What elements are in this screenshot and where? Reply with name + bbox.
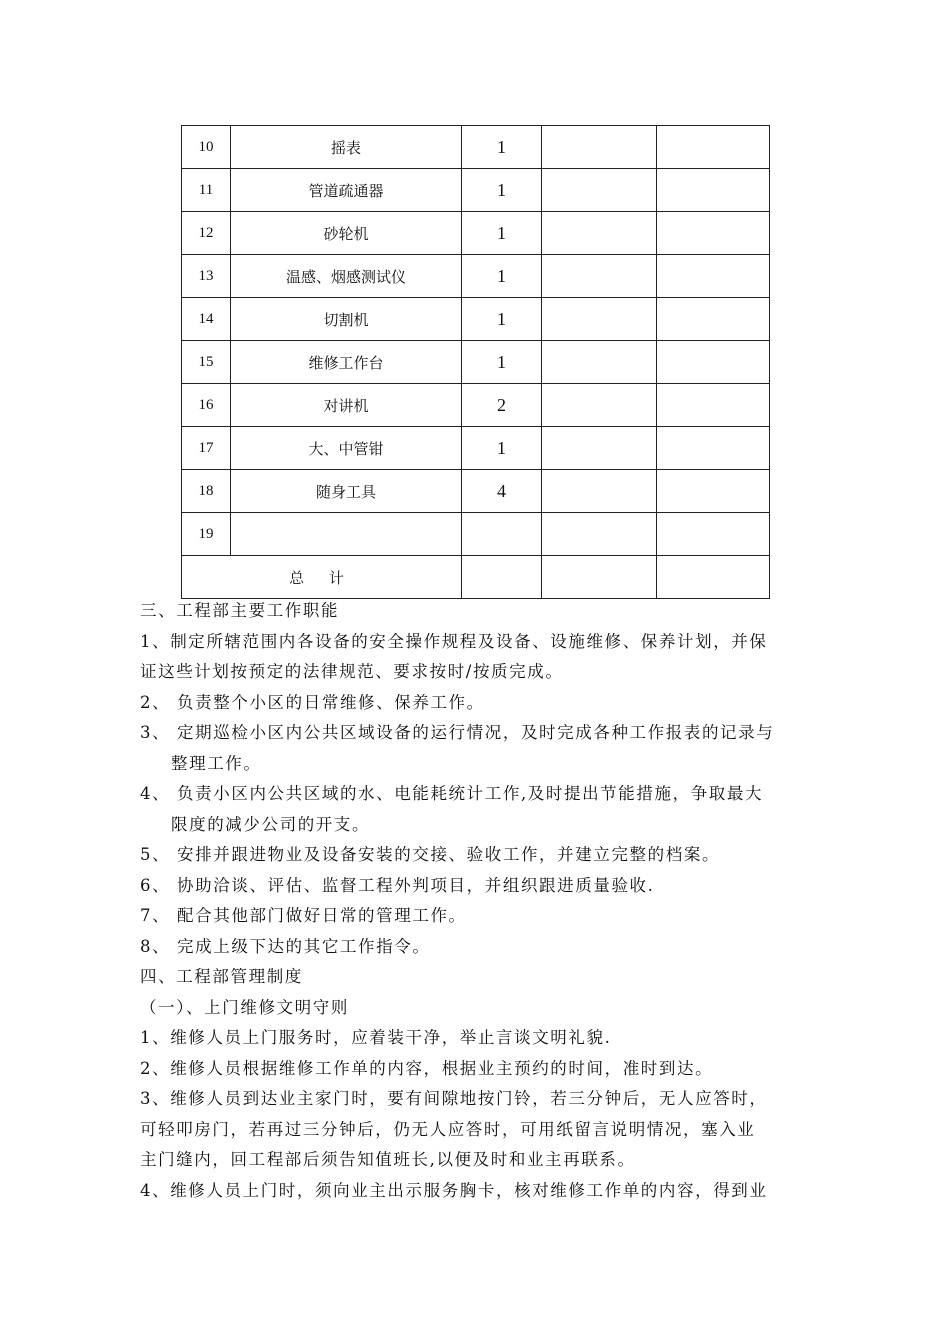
empty-cell [542, 126, 657, 169]
text-line: 6、 协助洽谈、评估、监督工程外判项目，并组织跟进质量验收. [140, 875, 655, 895]
table-row [182, 255, 770, 298]
text-line: 4、维修人员上门时，须向业主出示服务胸卡，核对维修工作单的内容，得到业 [140, 1180, 768, 1200]
row-number-cell: 15 [182, 341, 231, 384]
text-line: 2、维修人员根据维修工作单的内容，根据业主预约的时间，准时到达。 [140, 1058, 714, 1078]
table-row [182, 384, 770, 427]
empty-cell [542, 427, 657, 470]
table-row [182, 341, 770, 384]
empty-cell [542, 255, 657, 298]
quantity-cell: 1 [462, 427, 542, 470]
empty-cell [542, 513, 657, 556]
quantity-cell: 1 [462, 169, 542, 212]
quantity-cell: 1 [462, 341, 542, 384]
empty-cell [657, 427, 770, 470]
empty-cell [542, 470, 657, 513]
text-line: 8、 完成上级下达的其它工作指令。 [140, 936, 431, 956]
item-name-cell: 维修工作台 [231, 341, 462, 384]
text-line: 3、维修人员到达业主家门时，要有间隙地按门铃，若三分钟后，无人应答时， [140, 1089, 768, 1108]
row-number-cell: 14 [182, 298, 231, 341]
item-name-cell: 随身工具 [231, 470, 462, 513]
text-line: 四、工程部管理制度 [140, 967, 303, 986]
text-line: 1、维修人员上门服务时，应着装干净，举止言谈文明礼貌. [140, 1028, 612, 1047]
empty-cell [657, 513, 770, 556]
item-name-cell [231, 513, 462, 556]
table-row [182, 126, 770, 169]
empty-cell [657, 341, 770, 384]
body-text [140, 596, 820, 1206]
row-number-cell: 10 [182, 126, 231, 169]
empty-cell [542, 341, 657, 384]
quantity-cell: 1 [462, 298, 542, 341]
empty-cell [462, 556, 542, 599]
row-number-cell: 12 [182, 212, 231, 255]
item-name-cell: 温感、烟感测试仪 [231, 255, 462, 298]
text-line: 可轻叩房门，若再过三分钟后，仍无人应答时，可用纸留言说明情况，塞入业 [140, 1119, 756, 1139]
text-line: 4、 负责小区内公共区域的水、电能耗统计工作,及时提出节能措施，争取最大 [140, 784, 764, 803]
item-name-cell: 砂轮机 [231, 212, 462, 255]
quantity-cell: 1 [462, 126, 542, 169]
empty-cell [542, 556, 657, 599]
row-number-cell: 16 [182, 384, 231, 427]
row-number-cell: 19 [182, 513, 231, 556]
quantity-cell: 1 [462, 255, 542, 298]
item-name-cell: 大、中管钳 [231, 427, 462, 470]
quantity-cell: 4 [462, 470, 542, 513]
empty-cell [657, 212, 770, 255]
text-line: 限度的减少公司的开支。 [171, 814, 371, 834]
text-line: （一）、上门维修文明守则 [140, 997, 349, 1017]
table-row [182, 169, 770, 212]
text-line: 2、 负责整个小区的日常维修、保养工作。 [140, 692, 485, 712]
total-label: 总 计 [182, 556, 462, 599]
item-name-cell: 切割机 [231, 298, 462, 341]
empty-cell [657, 126, 770, 169]
table-row [182, 427, 770, 470]
table-total-row [182, 556, 770, 599]
row-number-cell: 17 [182, 427, 231, 470]
empty-cell [657, 384, 770, 427]
empty-cell [657, 556, 770, 599]
item-name-cell: 管道疏通器 [231, 169, 462, 212]
text-line: 主门缝内，回工程部后须告知值班长,以便及时和业主再联系。 [140, 1150, 636, 1169]
empty-cell [657, 169, 770, 212]
equipment-table [181, 125, 770, 599]
row-number-cell: 11 [182, 169, 231, 212]
empty-cell [542, 298, 657, 341]
row-number-cell: 13 [182, 255, 231, 298]
row-number-cell: 18 [182, 470, 231, 513]
quantity-cell [462, 513, 542, 556]
table-row [182, 212, 770, 255]
text-line: 整理工作。 [171, 753, 262, 773]
item-name-cell: 摇表 [231, 126, 462, 169]
empty-cell [542, 384, 657, 427]
table-row [182, 470, 770, 513]
table-row [182, 513, 770, 556]
text-line: 三、工程部主要工作职能 [140, 601, 340, 620]
quantity-cell: 2 [462, 384, 542, 427]
empty-cell [657, 298, 770, 341]
table-row [182, 298, 770, 341]
empty-cell [657, 470, 770, 513]
text-line: 3、 定期巡检小区内公共区域设备的运行情况，及时完成各种工作报表的记录与 [140, 723, 775, 742]
item-name-cell: 对讲机 [231, 384, 462, 427]
empty-cell [657, 255, 770, 298]
equipment-table-body [182, 126, 770, 599]
text-line: 5、 安排并跟进物业及设备安装的交接、验收工作，并建立完整的档案。 [140, 845, 721, 864]
empty-cell [542, 169, 657, 212]
text-line: 1、制定所辖范围内各设备的安全操作规程及设备、设施维修、保养计划，并保 [140, 631, 768, 651]
text-line: 证这些计划按预定的法律规范、要求按时/按质完成。 [140, 662, 564, 681]
quantity-cell: 1 [462, 212, 542, 255]
empty-cell [542, 212, 657, 255]
text-line: 7、 配合其他部门做好日常的管理工作。 [140, 906, 467, 925]
